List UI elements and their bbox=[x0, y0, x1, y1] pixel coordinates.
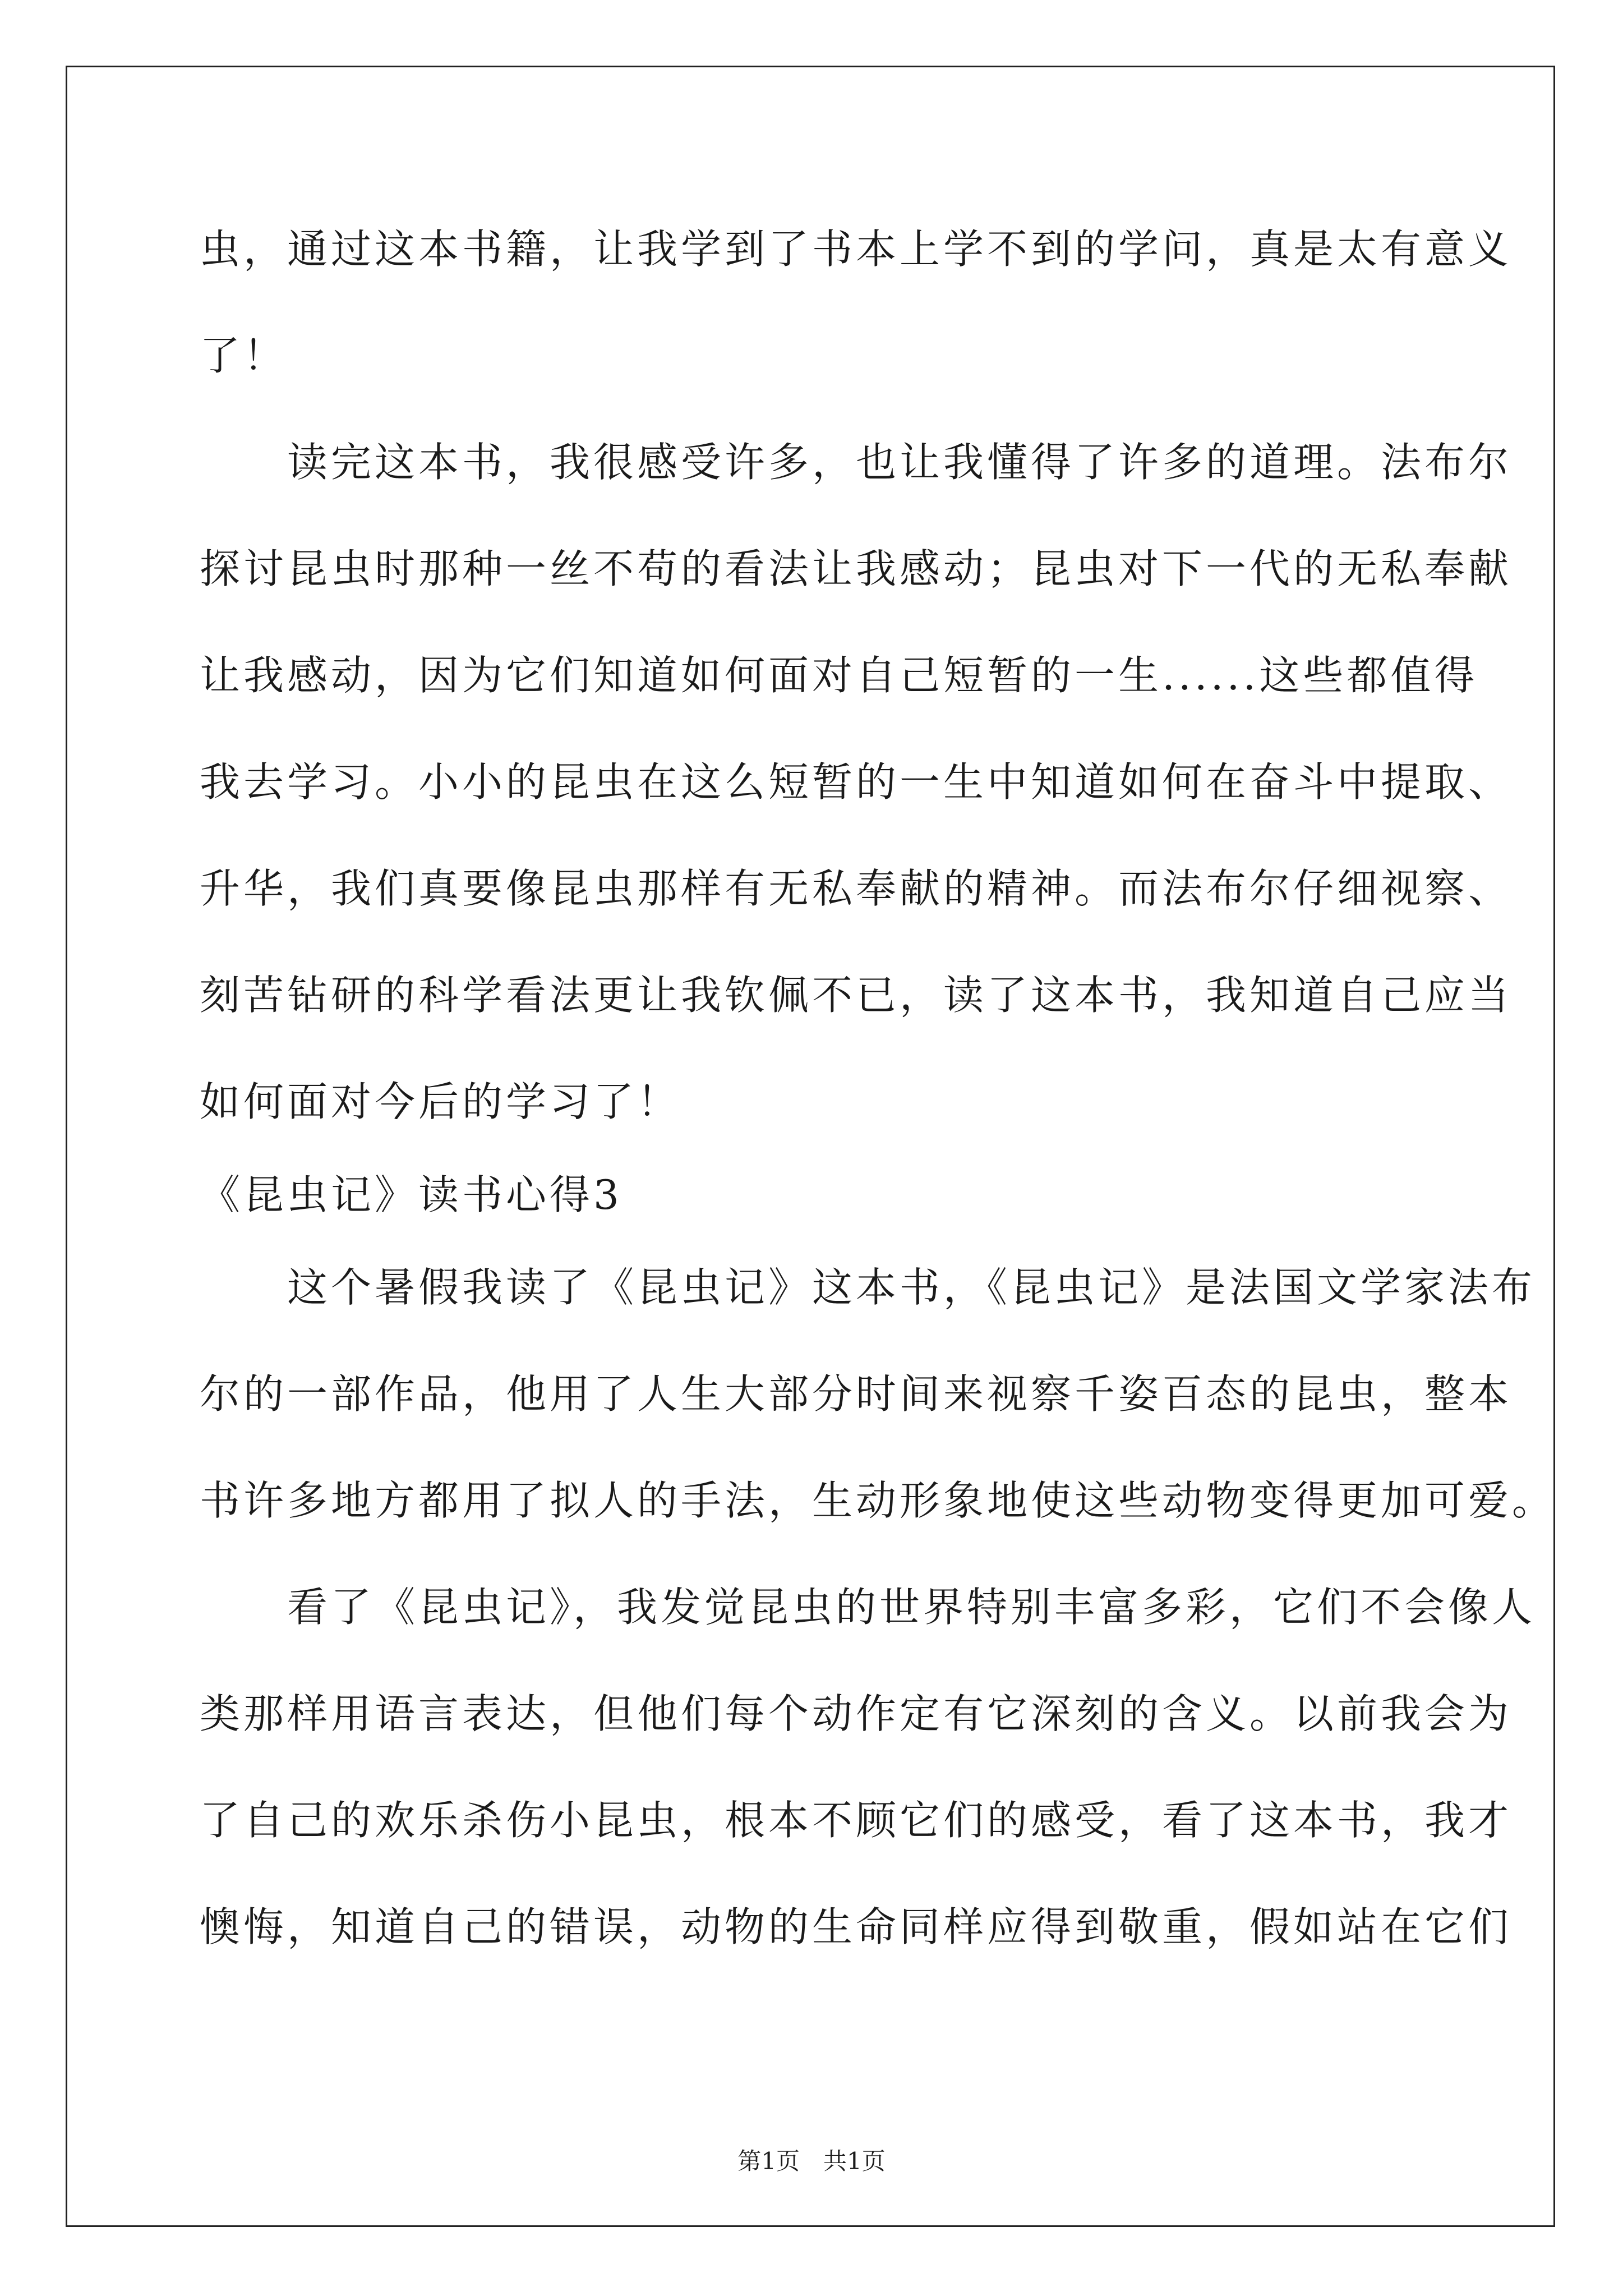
text-line: 了！ bbox=[200, 332, 288, 379]
text-line: 我去学习。小小的昆虫在这么短暂的一生中知道如何在奋斗中提取、 bbox=[200, 758, 1513, 806]
text-line: 如何面对今后的学习了！ bbox=[200, 1078, 681, 1125]
text-line: 类那样用语言表达，但他们每个动作定有它深刻的含义。以前我会为 bbox=[200, 1690, 1513, 1737]
text-line: 懊悔，知道自己的错误，动物的生命同样应得到敬重，假如站在它们 bbox=[200, 1903, 1513, 1950]
text-line: 读完这本书，我很感受许多，也让我懂得了许多的道理。法布尔 bbox=[200, 439, 1513, 486]
text-line: 刻苦钻研的科学看法更让我钦佩不已，读了这本书，我知道自己应当 bbox=[200, 972, 1513, 1019]
text-line: 书许多地方都用了拟人的手法，生动形象地使这些动物变得更加可爱。 bbox=[200, 1477, 1556, 1524]
text-line: 让我感动，因为它们知道如何面对自己短暂的一生......这些都值得 bbox=[200, 652, 1478, 699]
page-footer: 第1页 共1页 bbox=[737, 2147, 886, 2175]
text-line: 尔的一部作品，他用了人生大部分时间来视察千姿百态的昆虫，整本 bbox=[200, 1370, 1513, 1418]
section-heading: 《昆虫记》读书心得3 bbox=[200, 1171, 623, 1218]
text-line: 这个暑假我读了《昆虫记》这本书，《昆虫记》是法国文学家法布 bbox=[200, 1264, 1536, 1311]
text-line: 看了《昆虫记》，我发觉昆虫的世界特别丰富多彩，它们不会像人 bbox=[200, 1584, 1536, 1631]
text-line: 了自己的欢乐杀伤小昆虫，根本不顾它们的感受，看了这本书，我才 bbox=[200, 1797, 1513, 1844]
text-line: 虫，通过这本书籍，让我学到了书本上学不到的学问，真是太有意义 bbox=[200, 226, 1513, 273]
text-line: 升华，我们真要像昆虫那样有无私奉献的精神。而法布尔仔细视察、 bbox=[200, 865, 1513, 912]
text-line: 探讨昆虫时那种一丝不苟的看法让我感动；昆虫对下一代的无私奉献 bbox=[200, 545, 1513, 592]
